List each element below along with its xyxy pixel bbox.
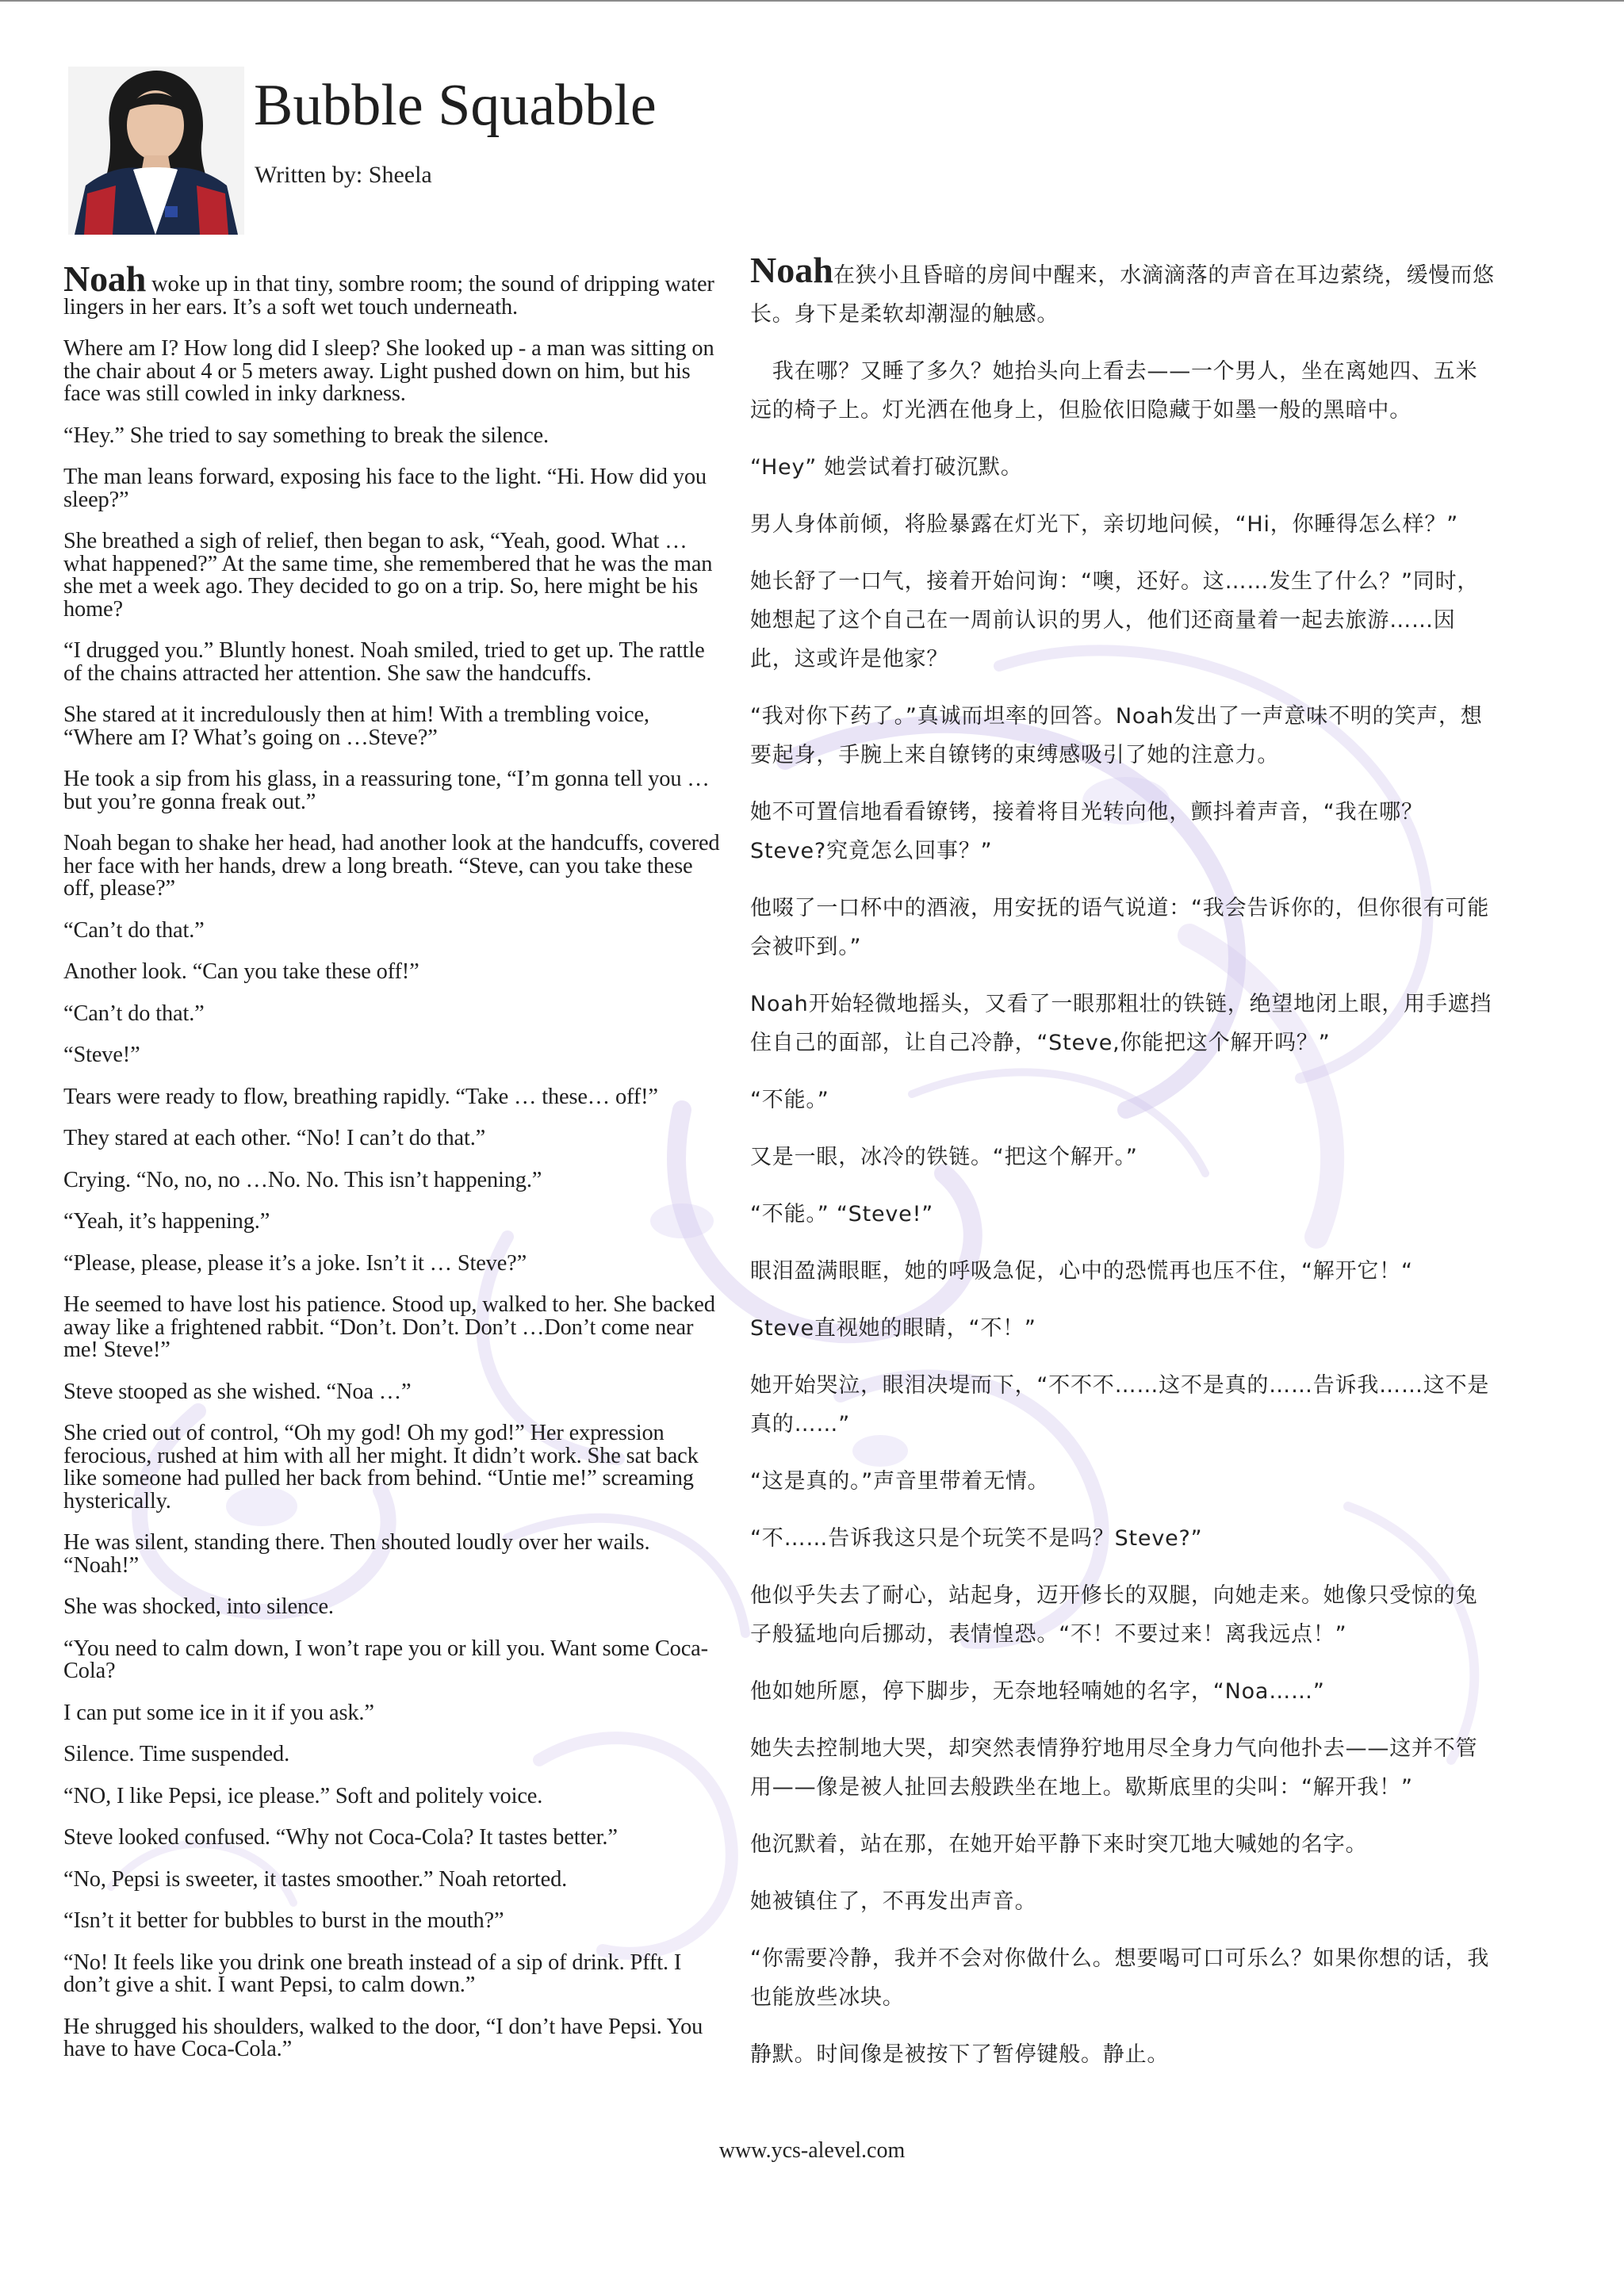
- author-portrait: [68, 67, 244, 235]
- chinese-paragraph: 静默。时间像是被按下了暂停键般。静止。: [750, 2042, 1170, 2067]
- english-paragraph: She cried out of control, “Oh my god! Oh my god!” Her expression ferocious, rushed at him with all her might. It didn’t work. She sat back like someone had pulled her back from behind. “Untie me!” screaming hysterically.: [63, 1421, 699, 1513]
- english-paragraph: “You need to calm down, I won’t rape you or kill you. Want some Coca-Cola?: [63, 1636, 708, 1683]
- english-paragraph: “Hey.” She tried to say something to break the silence.: [63, 423, 549, 448]
- chinese-paragraph: 她长舒了一口气，接着开始问询：“噢，还好。这……发生了什么？”同时，她想起了这个自己在一周前认识的男人，他们还商量着一起去旅游……因此，这或许是他家？: [750, 569, 1480, 672]
- english-lead-name: Noah: [63, 258, 147, 299]
- english-paragraphs: [63, 338, 722, 2061]
- english-paragraph: “NO, I like Pepsi, ice please.” Soft and politely voice.: [63, 1783, 543, 1808]
- english-paragraph: She was shocked, into silence.: [63, 1594, 334, 1619]
- english-paragraph: He took a sip from his glass, in a reassuring tone, “I’m gonna tell you …but you’re gonna freak out.”: [63, 767, 710, 814]
- english-paragraph: “I drugged you.” Bluntly honest. Noah smiled, tried to get up. The rattle of the chains attracted her attention. She saw the handcuffs.: [63, 638, 705, 686]
- english-paragraph: “Yeah, it’s happening.”: [63, 1209, 270, 1234]
- chinese-text-column: [750, 251, 1496, 2092]
- chinese-paragraph: “你需要冷静，我并不会对你做什么。想要喝可口可乐么？如果你想的话，我也能放些冰块。: [750, 1946, 1490, 2010]
- chinese-paragraph: 他如她所愿，停下脚步，无奈地轻喃她的名字，“Noa……”: [750, 1679, 1325, 1704]
- chinese-paragraph: 他啜了一口杯中的酒液，用安抚的语气说道：“我会告诉你的，但你很有可能会被吓到。”: [750, 896, 1490, 959]
- english-paragraph: “Can’t do that.”: [63, 917, 205, 943]
- footer-website-url: www.ycs-alevel.com: [718, 2138, 906, 2163]
- english-paragraph: Steve stooped as she wished. “Noa …”: [63, 1379, 412, 1404]
- chinese-paragraph: “不能。” “Steve!”: [750, 1202, 933, 1226]
- chinese-paragraphs: [750, 352, 1496, 2074]
- chinese-paragraph: “这是真的。”声音里带着无情。: [750, 1469, 1050, 1494]
- english-lead-paragraph: [63, 258, 722, 320]
- story-title: Bubble Squabble: [254, 73, 657, 138]
- chinese-paragraph: 她失去控制地大哭，却突然表情狰狞地用尽全身力气向他扑去——这并不管用——像是被人扯回去般跌坐在地上。歇斯底里的尖叫：“解开我！”: [750, 1736, 1478, 1800]
- chinese-paragraph: Noah开始轻微地摇头，又看了一眼那粗壮的铁链，绝望地闭上眼，用手遮挡住自己的面部，让自己冷静，“Steve,你能把这个解开吗？”: [750, 992, 1492, 1055]
- english-paragraph: Crying. “No, no, no …No. No. This isn’t happening.”: [63, 1167, 542, 1192]
- chinese-paragraph: Steve直视她的眼睛，“不！”: [750, 1316, 1036, 1341]
- english-paragraph: She breathed a sigh of relief, then began to ask, “Yeah, good. What …what happened?” At the same time, she remembered that he was the man she met a week ago. They decided to go on a trip. So, here might be his home?: [63, 529, 713, 622]
- english-paragraph: He shrugged his shoulders, walked to the door, “I don’t have Pepsi. You have to have Coca-Cola.”: [63, 2014, 703, 2061]
- chinese-lead-text: 在狭小且昏暗的房间中醒来，水滴滴落的声音在耳边萦绕，缓慢而悠长。身下是柔软却潮湿的触感。: [750, 263, 1495, 327]
- english-paragraph: Silence. Time suspended.: [63, 1742, 290, 1766]
- article-header: [68, 67, 861, 241]
- english-paragraph: “Can’t do that.”: [63, 1001, 205, 1026]
- chinese-paragraph: 她被镇住了，不再发出声音。: [750, 1889, 1037, 1914]
- chinese-paragraph: 男人身体前倾，将脸暴露在灯光下，亲切地问候，“Hi，你睡得怎么样？”: [750, 512, 1458, 537]
- english-paragraph: I can put some ice in it if you ask.”: [63, 1700, 374, 1725]
- english-paragraph: Noah began to shake her head, had another look at the handcuffs, covered her face with her hands, drew a long breath. “Steve, can you take these off, please?”: [63, 831, 720, 901]
- english-paragraph: He was silent, standing there. Then shouted loudly over her wails. “Noah!”: [63, 1530, 650, 1578]
- chinese-paragraph: “不……告诉我这只是个玩笑不是吗？Steve?”: [750, 1526, 1203, 1551]
- english-paragraph: “Isn’t it better for bubbles to burst in the mouth?”: [63, 1908, 504, 1933]
- chinese-paragraph: 她开始哭泣，眼泪决堤而下，“不不不……这不是真的……告诉我……这不是真的……”: [750, 1373, 1490, 1437]
- chinese-paragraph: 他似乎失去了耐心，站起身，迈开修长的双腿，向她走来。她像只受惊的兔子般猛地向后挪动，表情惶恐。“不！不要过来！离我远点！”: [750, 1583, 1478, 1647]
- chinese-paragraph: 眼泪盈满眼眶，她的呼吸急促，心中的恐慌再也压不住，“解开它！“: [750, 1259, 1413, 1284]
- english-text-column: [63, 258, 722, 2080]
- english-paragraph: He seemed to have lost his patience. Stood up, walked to her. She backed away like a frightened rabbit. “Don’t. Don’t. Don’t …Don’t come near me! Steve!”: [63, 1292, 715, 1362]
- english-paragraph: Where am I? How long did I sleep? She looked up - a man was sitting on the chair about 4 or 5 meters away. Light pushed down on him, but his face was still cowled in inky darkness.: [63, 336, 714, 406]
- english-paragraph: The man leans forward, exposing his face to the light. “Hi. How did you sleep?”: [63, 465, 707, 512]
- english-paragraph: “Please, please, please it’s a joke. Isn’t it … Steve?”: [63, 1250, 527, 1276]
- english-paragraph: They stared at each other. “No! I can’t do that.”: [63, 1126, 486, 1150]
- english-paragraph: Another look. “Can you take these off!”: [63, 959, 419, 984]
- chinese-paragraph: “我对你下药了。”真诚而坦率的回答。Noah发出了一声意味不明的笑声，想要起身，手腕上来自镣铐的束缚感吸引了她的注意力。: [750, 704, 1483, 767]
- english-paragraph: “No, Pepsi is sweeter, it tastes smoother.” Noah retorted.: [63, 1866, 568, 1892]
- chinese-paragraph: 她不可置信地看看镣铐，接着将目光转向他，颤抖着声音，“我在哪？Steve?究竟怎么回事？”: [750, 800, 1423, 863]
- scan-top-edge: [0, 0, 1624, 2]
- chinese-paragraph: “不能。”: [750, 1088, 829, 1112]
- english-paragraph: Tears were ready to flow, breathing rapidly. “Take … these… off!”: [63, 1084, 658, 1109]
- english-paragraph: “No! It feels like you drink one breath instead of a sip of drink. Pfft. I don’t give a shit. I want Pepsi, to calm down.”: [63, 1950, 682, 1997]
- chinese-paragraph: 我在哪？又睡了多久？她抬头向上看去——一个男人，坐在离她四、五米远的椅子上。灯光洒在他身上，但脸依旧隐藏于如墨一般的黑暗中。: [750, 359, 1478, 423]
- english-paragraph: “Steve!”: [63, 1043, 140, 1067]
- english-paragraph: Steve looked confused. “Why not Coca-Cola? It tastes better.”: [63, 1825, 618, 1850]
- chinese-paragraph: 他沉默着，站在那，在她开始平静下来时突兀地大喊她的名字。: [750, 1832, 1368, 1857]
- chinese-paragraph: “Hey” 她尝试着打破沉默。: [750, 455, 1023, 480]
- author-byline: Written by: Sheela: [255, 162, 432, 188]
- chinese-lead-name: Noah: [750, 250, 833, 290]
- english-lead-text: woke up in that tiny, sombre room; the sound of dripping water lingers in her ears. It’s a soft wet touch underneath.: [63, 272, 714, 320]
- english-paragraph: She stared at it incredulously then at him! With a trembling voice, “Where am I? What’s going on …Steve?”: [63, 702, 649, 750]
- chinese-lead-paragraph: [750, 251, 1496, 334]
- chinese-paragraph: 又是一眼，冰冷的铁链。“把这个解开。”: [750, 1145, 1138, 1169]
